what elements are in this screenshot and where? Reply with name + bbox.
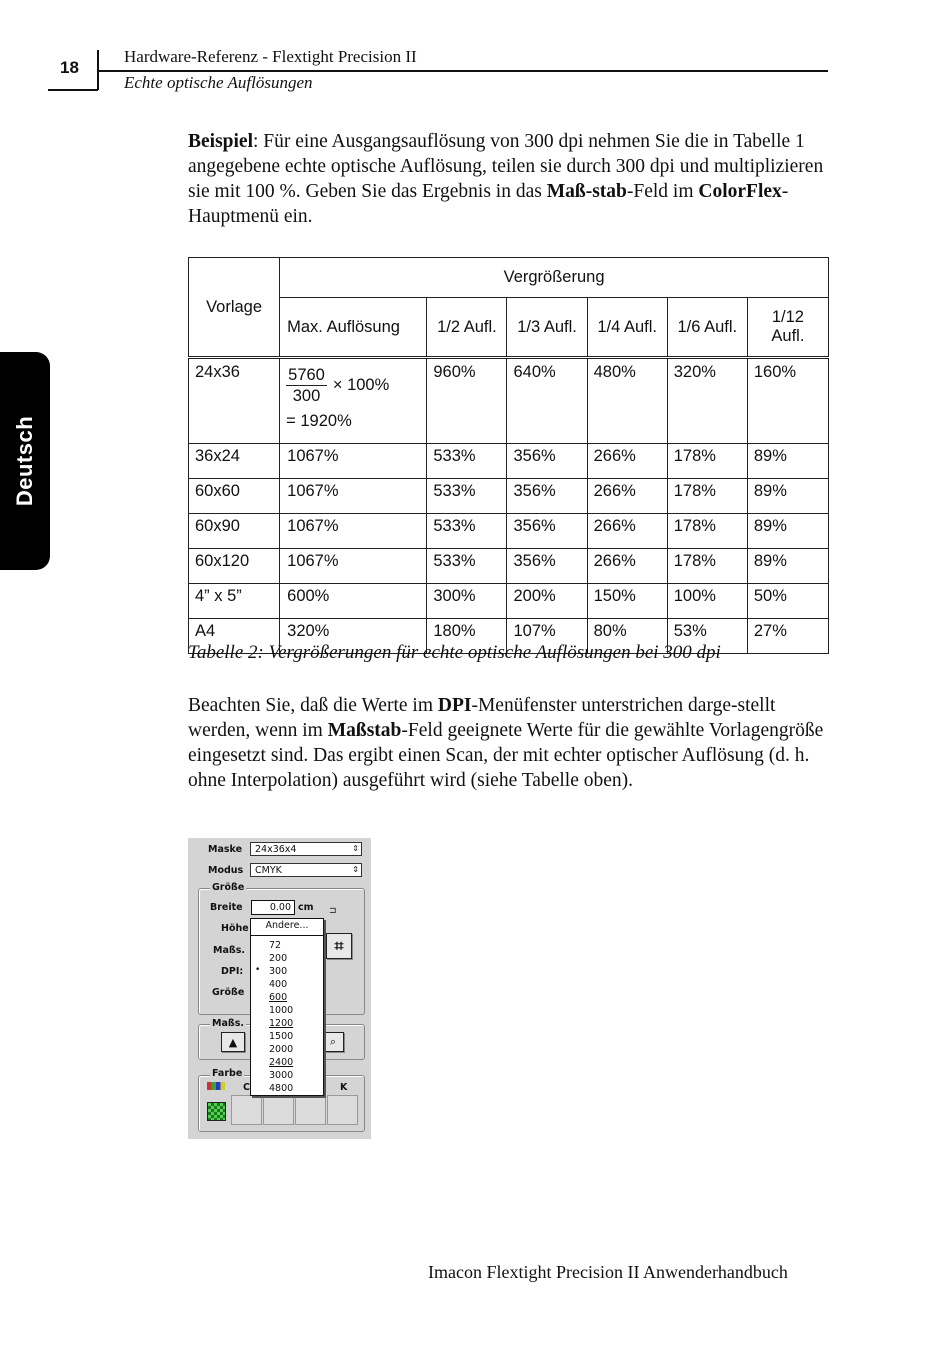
- paragraph-text: -Hauptmenü ein.: [188, 181, 789, 227]
- cell-vorlage: A4: [189, 619, 280, 654]
- cell-max: 320%: [280, 619, 427, 654]
- header-vorlage: Vorlage: [189, 258, 280, 358]
- groesse-label: Größe: [212, 987, 245, 998]
- dpi-option[interactable]: 600: [269, 992, 288, 1003]
- maske-label: Maske: [208, 844, 243, 855]
- page-footer: Imacon Flextight Precision II Anwenderhandbuch: [428, 1262, 788, 1282]
- note-paragraph: [188, 693, 833, 793]
- modus-select[interactable]: [250, 863, 362, 877]
- table-cell: 320%: [667, 358, 747, 444]
- table-cell: 178%: [667, 549, 747, 584]
- dpi-option[interactable]: 1500: [269, 1031, 294, 1042]
- bold-term: Beispiel: [188, 131, 254, 152]
- table-cell: 266%: [587, 514, 667, 549]
- column-k-label: K: [340, 1082, 348, 1093]
- bold-term: Maßstab: [327, 720, 402, 741]
- header-max-aufloesung: Max. Auflösung: [280, 298, 427, 358]
- table-cell: 300%: [427, 584, 507, 619]
- farbe-group-label: Farbe: [212, 1068, 243, 1079]
- cell-vorlage: 60x120: [189, 549, 280, 584]
- paragraph-text: -Feld geeignete Werte für die gewählte Vorlagengröße eingesetzt sind. Das ergibt einen Scan, der mit echter optischer Auflösung (d. h. ohne Interpolation) ausgeführt wird (siehe Tabelle oben).: [188, 720, 824, 791]
- table-cell: 480%: [587, 358, 667, 444]
- maske-value: 24x36x4: [255, 844, 297, 855]
- preview-button[interactable]: [221, 1032, 245, 1052]
- table-cell: 266%: [587, 444, 667, 479]
- table-cell: 960%: [427, 358, 507, 444]
- rgb-icon: [207, 1082, 225, 1090]
- fraction: [286, 365, 327, 406]
- color-cell: [231, 1095, 262, 1125]
- hoehe-label: Höhe: [221, 923, 249, 934]
- table-cell: 640%: [507, 358, 587, 444]
- table-cell: 50%: [747, 584, 828, 619]
- header-col: 1/6 Aufl.: [667, 298, 747, 358]
- header-col: 1/4 Aufl.: [587, 298, 667, 358]
- table-cell: 100%: [667, 584, 747, 619]
- modus-value: CMYK: [255, 865, 282, 876]
- cell-formula: [280, 358, 427, 444]
- table-row: [189, 444, 829, 479]
- table-cell: 356%: [507, 549, 587, 584]
- header-vergroesserung: Vergrößerung: [280, 258, 829, 298]
- breite-input[interactable]: 0.00: [251, 900, 295, 915]
- table-row: [189, 358, 829, 444]
- dpi-option[interactable]: 3000: [269, 1070, 294, 1081]
- paragraph-text: -Feld im: [626, 181, 699, 202]
- crop-icon: ⌗: [334, 936, 344, 955]
- modus-label: Modus: [208, 865, 244, 876]
- paragraph-text: -Menüfenster unterstrichen darge-stellt werden, wenn im: [188, 695, 776, 741]
- formula-multiplier: × 100%: [332, 376, 390, 394]
- link-icon[interactable]: ⊐: [329, 906, 337, 916]
- fraction-numerator: 5760: [288, 366, 325, 384]
- cell-max: 1067%: [280, 514, 427, 549]
- language-tab: [0, 352, 50, 570]
- table-row: [189, 584, 829, 619]
- table-row: [189, 479, 829, 514]
- selected-bullet-icon: •: [255, 965, 261, 975]
- table-row: [189, 549, 829, 584]
- cell-vorlage: 4” x 5”: [189, 584, 280, 619]
- groesse-group-label: Größe: [212, 882, 245, 893]
- menu-separator: [251, 935, 323, 936]
- zoom-button[interactable]: [322, 1032, 344, 1052]
- color-swatch-icon[interactable]: [207, 1102, 226, 1121]
- cell-vorlage: 24x36: [189, 358, 280, 444]
- table-cell: 178%: [667, 479, 747, 514]
- updown-arrow-icon: ⇕: [352, 865, 359, 874]
- header-col: 1/3 Aufl.: [507, 298, 587, 358]
- color-cell: [295, 1095, 326, 1125]
- crop-button[interactable]: [326, 933, 352, 959]
- dpi-option[interactable]: 400: [269, 979, 288, 990]
- table-cell: 533%: [427, 549, 507, 584]
- cell-vorlage: 60x60: [189, 479, 280, 514]
- table-cell: 266%: [587, 549, 667, 584]
- header-col: 1/12 Aufl.: [747, 298, 828, 358]
- table-cell: 89%: [747, 549, 828, 584]
- dpi-option[interactable]: 2400: [269, 1057, 294, 1068]
- header-col: 1/2 Aufl.: [427, 298, 507, 358]
- table-cell: 533%: [427, 479, 507, 514]
- cell-max: 1067%: [280, 444, 427, 479]
- unit-label: cm: [298, 902, 314, 913]
- table-cell: 266%: [587, 479, 667, 514]
- masss-group-label: Maßs.: [212, 1018, 244, 1029]
- bold-term: ColorFlex: [698, 181, 782, 202]
- table-cell: 533%: [427, 444, 507, 479]
- running-header-subtitle: Echte optische Auflösungen: [124, 73, 313, 92]
- paragraph-text: Beachten Sie, daß die Werte im: [188, 695, 438, 716]
- formula-result: = 1920%: [286, 412, 352, 430]
- running-header-title: Hardware-Referenz - Flextight Precision II: [124, 47, 417, 66]
- table-cell: 178%: [667, 514, 747, 549]
- dpi-option[interactable]: 2000: [269, 1044, 294, 1055]
- dpi-option[interactable]: 72: [269, 940, 282, 951]
- dpi-option[interactable]: 1200: [269, 1018, 294, 1029]
- colorflex-panel-screenshot: [188, 838, 371, 1139]
- table-row: [189, 514, 829, 549]
- table-cell: 150%: [587, 584, 667, 619]
- cell-vorlage: 36x24: [189, 444, 280, 479]
- cell-max: 1067%: [280, 479, 427, 514]
- dpi-option[interactable]: 300: [269, 966, 288, 977]
- table-cell: 356%: [507, 479, 587, 514]
- table-cell: 356%: [507, 514, 587, 549]
- dpi-label: DPI:: [221, 966, 244, 977]
- header-divider-long: [98, 70, 828, 72]
- table-cell: 356%: [507, 444, 587, 479]
- massstab-label: Maßs.: [213, 945, 245, 956]
- bold-term: DPI: [437, 695, 472, 716]
- header-divider-short: [48, 89, 98, 91]
- updown-arrow-icon: ⇕: [352, 844, 359, 853]
- dpi-option[interactable]: 200: [269, 953, 288, 964]
- breite-label: Breite: [210, 902, 243, 913]
- column-c-label: C: [243, 1082, 250, 1093]
- table-cell: 80%: [587, 619, 667, 654]
- cell-vorlage: 60x90: [189, 514, 280, 549]
- language-tab-label: Deutsch: [12, 415, 37, 507]
- table-cell: 89%: [747, 444, 828, 479]
- paragraph-text: : Für eine Ausgangsauflösung von 300 dpi nehmen Sie die in Tabelle 1 angegebene echte optische Auflösung, teilen sie durch 300 dpi und multiplizieren sie mit 100 %. Geben Sie das Ergebnis in das: [188, 131, 824, 202]
- table-cell: 533%: [427, 514, 507, 549]
- table-caption: Tabelle 2: Vergrößerungen für echte optische Auflösungen bei 300 dpi: [188, 642, 721, 663]
- page-number: 18: [60, 58, 79, 77]
- table-cell: 180%: [427, 619, 507, 654]
- table-cell: 89%: [747, 479, 828, 514]
- table-cell: 160%: [747, 358, 828, 444]
- dpi-popup-menu[interactable]: [250, 918, 324, 1096]
- fraction-denominator: 300: [292, 387, 321, 405]
- table-cell: 27%: [747, 619, 828, 654]
- cell-max: 1067%: [280, 549, 427, 584]
- magnifier-icon: ⌕: [329, 1035, 337, 1048]
- table-cell: 200%: [507, 584, 587, 619]
- maske-select[interactable]: [250, 842, 362, 856]
- cell-max: 600%: [280, 584, 427, 619]
- table-cell: 89%: [747, 514, 828, 549]
- example-paragraph: [188, 129, 833, 229]
- color-cell: [327, 1095, 358, 1125]
- menu-item-other[interactable]: Andere...: [265, 920, 309, 931]
- dpi-option[interactable]: 1000: [269, 1005, 294, 1016]
- table-cell: 53%: [667, 619, 747, 654]
- table-cell: 178%: [667, 444, 747, 479]
- magnification-table: [188, 257, 829, 654]
- dpi-option[interactable]: 4800: [269, 1083, 294, 1094]
- bold-term: Maß-stab: [546, 181, 627, 202]
- mountain-icon: ▲: [228, 1035, 238, 1049]
- table-cell: 107%: [507, 619, 587, 654]
- color-cell: [263, 1095, 294, 1125]
